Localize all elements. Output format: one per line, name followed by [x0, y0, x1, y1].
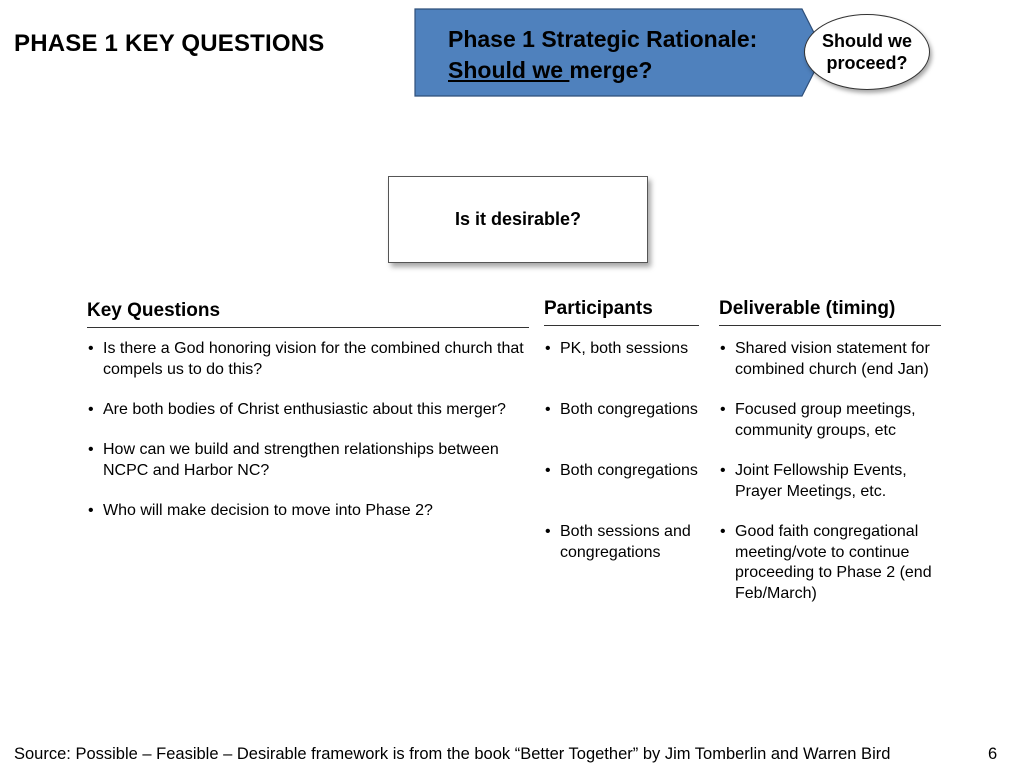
bubble-line-2: proceed?	[826, 53, 908, 73]
deliverable-column	[719, 298, 941, 604]
deliverable-item: • Shared vision statement for combined church (end Jan)	[719, 339, 941, 380]
participant-item: • Both congregations	[544, 400, 699, 441]
key-question-item: • Is there a God honoring vision for the combined church that compels us to do this?	[87, 339, 529, 380]
key-question-item: • Who will make decision to move into Phase 2?	[87, 501, 529, 522]
key-questions-header: Key Questions	[87, 300, 529, 328]
page-number: 6	[988, 745, 998, 763]
banner-underlined-text: Should we	[448, 57, 570, 83]
deliverable-item: • Good faith congregational meeting/vote to continue proceeding to Phase 2 (end Feb/March)	[719, 522, 941, 604]
slide-title: PHASE 1 KEY QUESTIONS	[14, 30, 325, 57]
participants-header: Participants	[544, 298, 699, 326]
participant-item: • Both sessions and congregations	[544, 522, 699, 563]
bubble-line-1: Should we	[822, 31, 912, 51]
desirable-box: Is it desirable?	[388, 176, 648, 263]
banner-line-1: Phase 1 Strategic Rationale:	[448, 26, 758, 52]
participant-item: • Both congregations	[544, 461, 699, 502]
banner-line-2	[448, 55, 757, 86]
participants-column	[544, 298, 699, 563]
deliverable-item: • Focused group meetings, community groups, etc	[719, 400, 941, 441]
key-question-item: • How can we build and strengthen relationships between NCPC and Harbor NC?	[87, 440, 529, 481]
participant-item: • PK, both sessions	[544, 339, 699, 380]
deliverable-header: Deliverable (timing)	[719, 298, 941, 326]
banner-rest-text: merge?	[569, 57, 653, 83]
key-questions-column	[87, 300, 529, 522]
banner-title	[448, 24, 757, 86]
key-question-item: • Are both bodies of Christ enthusiastic about this merger?	[87, 400, 529, 420]
proceed-bubble	[804, 14, 930, 90]
source-footnote: Source: Possible – Feasible – Desirable framework is from the book “Better Together” by Jim Tomberlin and Warren Bird	[14, 745, 891, 763]
deliverable-item: • Joint Fellowship Events, Prayer Meetings, etc.	[719, 461, 941, 502]
